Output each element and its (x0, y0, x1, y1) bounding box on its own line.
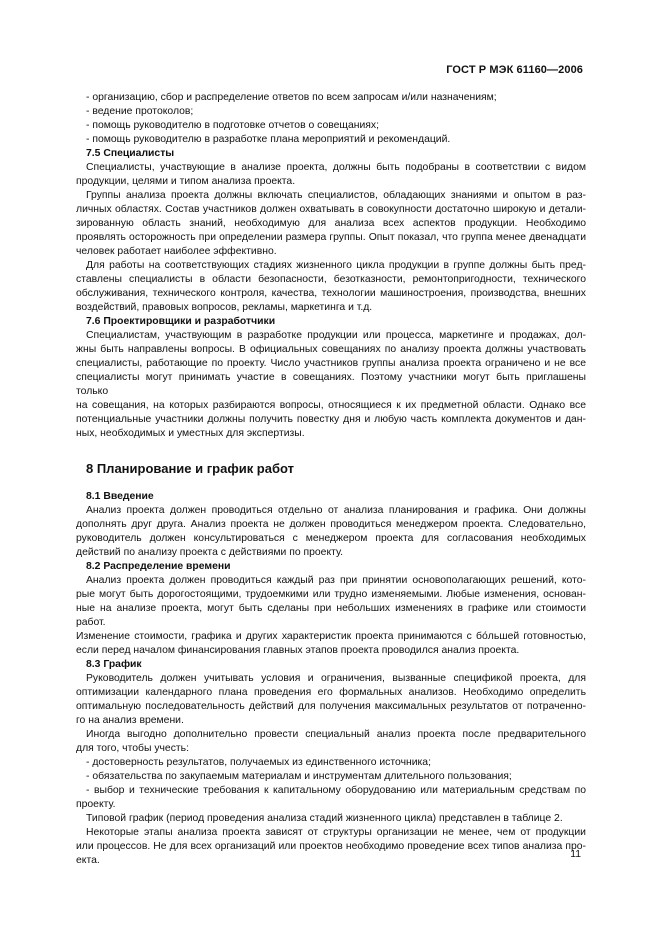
paragraph-line: дополнять друг друга. Анализ проекта не должен проводиться менеджером проекта. Следовательно, (76, 519, 586, 530)
paragraph-line: проявлять осторожность при определении размера группы. Опыт показал, что группа менее двенадцати (76, 232, 586, 243)
paragraph-line: ные на анализе проекта, могут быть сделаны при небольших изменениях в графике или стоимости работ. (76, 603, 586, 628)
paragraph-line: зированную область знаний, необходимую для анализа всех аспектов продукции. Необходимо (76, 218, 586, 229)
paragraph-line: ных, необходимых и уместных для экспертизы. (76, 428, 305, 439)
paragraph-line: специалисты могут принимать участие в совещаниях. Поэтому участники могут быть приглашены только (76, 372, 586, 397)
paragraph-line: оптимизации календарного плана проведения его формальных анализов. Необходимо определить (76, 687, 586, 698)
paragraph-line: Специалисты, участвующие в анализе проекта, должны быть подобраны в соответствии с видом (86, 162, 586, 173)
subsection-heading: 8.2 Распределение времени (86, 561, 231, 572)
paragraph-line: воздействий, правовых вопросов, рекламы, маркетинга и т.д. (76, 302, 373, 313)
paragraph-line: Анализ проекта должен проводиться каждый раз при принятии основополагающих решений, кото- (86, 575, 586, 586)
list-item: - помощь руководителю в подготовке отчетов о совещаниях; (86, 120, 379, 131)
paragraph-line: обслуживания, технического контроля, качества, технологии машиностроения, производства, внешних (76, 288, 586, 299)
page-number: 11 (570, 849, 581, 860)
paragraph-line: екта. (76, 855, 100, 866)
paragraph-line: жны быть направлены вопросы. В официальных совещаниях по анализу проекта должны участвовать (76, 344, 586, 355)
paragraph-line: го на анализ времени. (76, 715, 184, 726)
paragraph-line: оптимальную последовательность действий для получения максимальных результатов от потраченно- (76, 701, 586, 712)
paragraph-line: Руководитель должен учитывать условия и ограничения, вызванные спецификой проекта, для (86, 673, 586, 684)
list-item: - обязательства по закупаемым материалам и инструментам длительного пользования; (86, 771, 512, 782)
paragraph-line: личных областях. Состав участников должен охватывать в совокупности достаточно широкую и детали- (76, 204, 586, 215)
paragraph-line: специалисты, работающие по проекту. Число участников группы анализа проекта ограничено и не все (76, 358, 586, 369)
paragraph-line: или процессов. Не для всех организаций или проектов необходимо проведение всех типов анализа про- (76, 841, 586, 852)
paragraph-line: потенциальные участники должны получить повестку дня и любую часть комплекта документов и дан- (76, 414, 586, 425)
paragraph-line: если перед началом финансирования главных этапов проекта проводился анализ проекта. (76, 645, 520, 656)
subsection-heading: 8.3 График (86, 659, 142, 670)
list-item: - помощь руководителю в разработке плана мероприятий и рекомендаций. (86, 134, 451, 145)
paragraph-line: Иногда выгодно дополнительно провести специальный анализ проекта после предварительного (86, 729, 586, 740)
subsection-heading: 7.5 Специалисты (86, 148, 175, 159)
list-item: - организацию, сбор и распределение ответов по всем запросам и/или назначениям; (86, 92, 497, 103)
paragraph-line: проекту. (76, 799, 116, 810)
paragraph-line: человек работает наиболее эффективно. (76, 246, 277, 257)
paragraph-line: Изменение стоимости, графика и других характеристик проекта принимаются с бо́льшей готовностью, (76, 631, 586, 642)
paragraph-line: Группы анализа проекта должны включать специалистов, обладающих знаниями и опытом в раз- (86, 190, 586, 201)
list-item: Типовой график (период проведения анализа стадий жизненного цикла) представлен в таблице 2. (86, 813, 563, 824)
document-body (76, 91, 586, 868)
paragraph-line: для того, чтобы учесть: (76, 743, 189, 754)
paragraph-line: рые могут быть дорогостоящими, трудоемкими или трудно изменяемыми. Любые изменения, основан- (76, 589, 586, 600)
list-item: - ведение протоколов; (86, 106, 194, 117)
paragraph-line: продукции, целями и типом анализа проекта. (76, 176, 296, 187)
paragraph-line: Анализ проекта должен проводиться отдельно от анализа планирования и графика. Они должны (86, 505, 586, 516)
paragraph-line: ставлены специалисты в области безопасности, безотказности, ремонтопригодности, технического (76, 274, 586, 285)
paragraph-line: Для работы на соответствующих стадиях жизненного цикла продукции в группе должны быть пред- (86, 260, 586, 271)
list-item: - достоверность результатов, получаемых из единственного источника; (86, 757, 431, 768)
paragraph-line: руководитель должен консультироваться с менеджером проекта для согласования необходимых (76, 533, 586, 544)
paragraph-line: Специалистам, участвующим в разработке продукции или процесса, маркетинге и продажах, дол- (86, 330, 586, 341)
paragraph-line: на совещания, на которых разбираются вопросы, относящиеся к их предметной области. Однако все (76, 400, 586, 411)
subsection-heading: 7.6 Проектировщики и разработчики (86, 316, 276, 327)
paragraph-line: - выбор и технические требования к капитальному оборудованию или материальным средствам по (86, 785, 586, 796)
subsection-heading: 8.1 Введение (86, 491, 154, 502)
standard-header: ГОСТ Р МЭК 61160—2006 (446, 64, 583, 76)
section-heading: 8 Планирование и график работ (86, 461, 294, 476)
paragraph-line: действий по анализу проекта с действиями по проекту. (76, 547, 344, 558)
paragraph-line: Некоторые этапы анализа проекта зависят от структуры организации не менее, чем от продукции (86, 827, 586, 838)
